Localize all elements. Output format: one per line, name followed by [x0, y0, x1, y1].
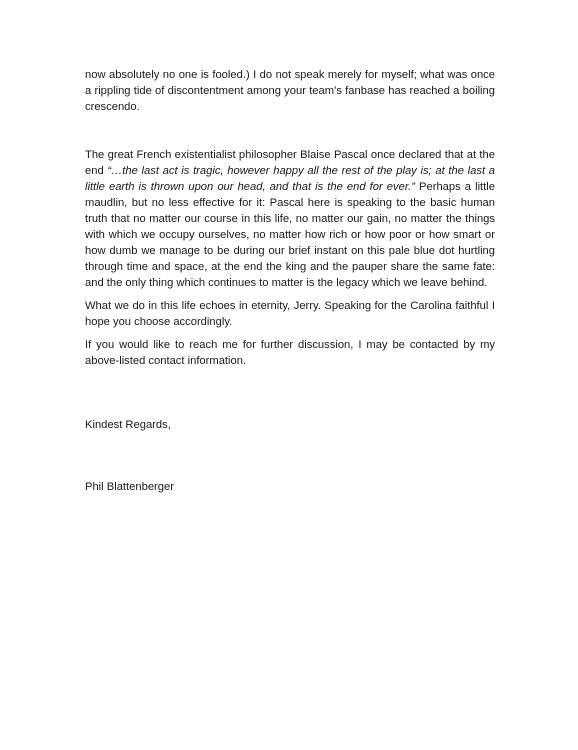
- letter-body: [85, 67, 495, 495]
- pascal-commentary-text: Perhaps a little maudlin, but no less effective for it: Pascal here is speaking to the basic human truth that no matter our course in this life, no matter our gain, no matter the things with which we occupy ourselves, no matter how rich or how poor or how smart or how dumb we manage to be during our brief instant on this pale blue dot hurtling through time and space, at the end the king and the pauper share the same fate: and the only thing which continues to matter is the legacy which we leave behind.: [85, 181, 495, 289]
- paragraph-pascal: [85, 147, 495, 291]
- paragraph-legacy: What we do in this life echoes in eternity, Jerry. Speaking for the Carolina faithful I hope you choose accordingly.: [85, 300, 495, 328]
- pascal-quote: “…the last act is tragic, however happy all the rest of the play is; at the last a little earth is thrown upon our head, and that is the end for ever.”: [85, 165, 495, 193]
- signature-name: Phil Blattenberger: [85, 481, 174, 493]
- paragraph-contact: If you would like to reach me for further discussion, I may be contacted by my above-listed contact information.: [85, 339, 495, 367]
- paragraph-continuation: now absolutely no one is fooled.) I do not speak merely for myself; what was once a rippling tide of discontentment among your team’s fanbase has reached a boiling crescendo.: [85, 69, 495, 113]
- closing-salutation: Kindest Regards,: [85, 419, 171, 431]
- pascal-intro-text: The great French existentialist philosopher Blaise Pascal once declared that at the end: [85, 149, 495, 177]
